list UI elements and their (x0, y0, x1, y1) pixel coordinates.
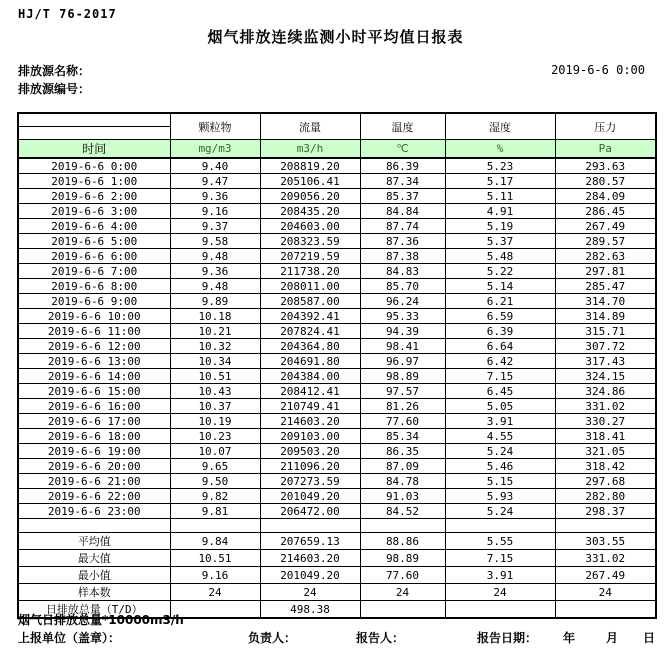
time-cell: 2019-6-6 4:00 (18, 219, 170, 234)
value-cell: 5.93 (445, 489, 555, 504)
value-cell: 6.64 (445, 339, 555, 354)
value-cell: 88.86 (360, 533, 445, 550)
value-cell: 297.81 (555, 264, 656, 279)
value-cell: 298.37 (555, 504, 656, 519)
value-cell: 9.50 (170, 474, 260, 489)
table-row (18, 294, 656, 309)
value-cell: 24 (445, 584, 555, 601)
value-cell (360, 519, 445, 533)
value-cell: 201049.20 (260, 489, 360, 504)
value-cell: 207659.13 (260, 533, 360, 550)
table-row (18, 264, 656, 279)
value-cell: 207219.59 (260, 249, 360, 264)
value-cell: 280.57 (555, 174, 656, 189)
value-cell (170, 519, 260, 533)
value-cell: 10.34 (170, 354, 260, 369)
value-cell: 9.82 (170, 489, 260, 504)
value-cell: 267.49 (555, 567, 656, 584)
value-cell: 5.48 (445, 249, 555, 264)
value-cell: 9.81 (170, 504, 260, 519)
value-cell: 24 (555, 584, 656, 601)
column-header-pm: 颗粒物 (170, 113, 260, 140)
value-cell: 10.32 (170, 339, 260, 354)
value-cell: 5.46 (445, 459, 555, 474)
value-cell (360, 601, 445, 619)
units-row (18, 140, 656, 159)
value-cell: 209056.20 (260, 189, 360, 204)
time-header: 时间 (18, 140, 170, 159)
value-cell: 5.17 (445, 174, 555, 189)
table-row (18, 414, 656, 429)
value-cell: 5.22 (445, 264, 555, 279)
value-cell: 98.89 (360, 550, 445, 567)
table-row (18, 339, 656, 354)
value-cell: 86.39 (360, 158, 445, 174)
time-cell: 2019-6-6 12:00 (18, 339, 170, 354)
value-cell: 5.11 (445, 189, 555, 204)
value-cell: 204392.41 (260, 309, 360, 324)
value-cell: 24 (260, 584, 360, 601)
table-row (18, 249, 656, 264)
value-cell (555, 519, 656, 533)
unit-temperature: ℃ (360, 140, 445, 159)
value-cell: 4.55 (445, 429, 555, 444)
summary-row (18, 567, 656, 584)
value-cell: 10.21 (170, 324, 260, 339)
time-cell: 2019-6-6 5:00 (18, 234, 170, 249)
value-cell: 96.24 (360, 294, 445, 309)
value-cell: 9.16 (170, 204, 260, 219)
value-cell: 205106.41 (260, 174, 360, 189)
time-cell: 2019-6-6 21:00 (18, 474, 170, 489)
value-cell: 207273.59 (260, 474, 360, 489)
value-cell: 24 (170, 584, 260, 601)
report-table-body (18, 113, 656, 618)
time-cell: 2019-6-6 20:00 (18, 459, 170, 474)
time-cell: 2019-6-6 8:00 (18, 279, 170, 294)
value-cell: 307.72 (555, 339, 656, 354)
value-cell: 91.03 (360, 489, 445, 504)
summary-label-cell: 最小值 (18, 567, 170, 584)
value-cell: 7.15 (445, 369, 555, 384)
value-cell: 317.43 (555, 354, 656, 369)
responsible-person-label: 负责人： (248, 631, 297, 645)
time-cell: 2019-6-6 10:00 (18, 309, 170, 324)
table-row (18, 459, 656, 474)
value-cell: 9.84 (170, 533, 260, 550)
value-cell: 10.19 (170, 414, 260, 429)
value-cell: 201049.20 (260, 567, 360, 584)
summary-label-cell: 日排放总量（T/D） (18, 601, 170, 619)
table-row (18, 189, 656, 204)
time-cell: 2019-6-6 16:00 (18, 399, 170, 414)
value-cell: 211096.20 (260, 459, 360, 474)
source-id-label: 排放源编号： (18, 82, 91, 96)
time-cell: 2019-6-6 18:00 (18, 429, 170, 444)
value-cell: 206472.00 (260, 504, 360, 519)
table-row (18, 279, 656, 294)
value-cell: 297.68 (555, 474, 656, 489)
value-cell: 9.48 (170, 249, 260, 264)
value-cell: 210749.41 (260, 399, 360, 414)
value-cell: 324.15 (555, 369, 656, 384)
time-cell: 2019-6-6 23:00 (18, 504, 170, 519)
table-row (18, 219, 656, 234)
value-cell: 10.51 (170, 369, 260, 384)
value-cell: 6.39 (445, 324, 555, 339)
value-cell: 204364.80 (260, 339, 360, 354)
time-cell: 2019-6-6 6:00 (18, 249, 170, 264)
value-cell: 330.27 (555, 414, 656, 429)
unit-flow: m3/h (260, 140, 360, 159)
value-cell: 87.36 (360, 234, 445, 249)
value-cell: 6.59 (445, 309, 555, 324)
day-label: 日 (643, 631, 656, 645)
table-row (18, 384, 656, 399)
value-cell: 5.14 (445, 279, 555, 294)
column-header-flow: 流量 (260, 113, 360, 140)
value-cell: 5.24 (445, 504, 555, 519)
value-cell (445, 519, 555, 533)
spacer-row (18, 519, 656, 533)
unit-pressure: Pa (555, 140, 656, 159)
value-cell: 6.45 (445, 384, 555, 399)
value-cell: 5.37 (445, 234, 555, 249)
value-cell: 5.55 (445, 533, 555, 550)
value-cell: 267.49 (555, 219, 656, 234)
value-cell: 96.97 (360, 354, 445, 369)
year-label: 年 (563, 631, 576, 645)
empty-cell (18, 519, 170, 533)
value-cell: 204603.00 (260, 219, 360, 234)
time-cell: 2019-6-6 15:00 (18, 384, 170, 399)
corner-cell-top (18, 113, 170, 127)
value-cell: 209103.00 (260, 429, 360, 444)
summary-label-cell: 平均值 (18, 533, 170, 550)
value-cell: 87.09 (360, 459, 445, 474)
time-cell: 2019-6-6 7:00 (18, 264, 170, 279)
summary-row (18, 550, 656, 567)
value-cell: 5.19 (445, 219, 555, 234)
value-cell: 77.60 (360, 567, 445, 584)
value-cell: 293.63 (555, 158, 656, 174)
value-cell: 284.09 (555, 189, 656, 204)
time-cell: 2019-6-6 11:00 (18, 324, 170, 339)
value-cell: 84.83 (360, 264, 445, 279)
time-cell: 2019-6-6 3:00 (18, 204, 170, 219)
value-cell: 81.26 (360, 399, 445, 414)
table-row (18, 174, 656, 189)
value-cell: 3.91 (445, 414, 555, 429)
value-cell: 87.34 (360, 174, 445, 189)
value-cell (260, 519, 360, 533)
value-cell: 318.42 (555, 459, 656, 474)
time-cell: 2019-6-6 22:00 (18, 489, 170, 504)
value-cell: 9.89 (170, 294, 260, 309)
report-datetime: 2019-6-6 0:00 (551, 63, 645, 77)
value-cell: 84.78 (360, 474, 445, 489)
value-cell: 87.74 (360, 219, 445, 234)
value-cell: 282.63 (555, 249, 656, 264)
value-cell: 286.45 (555, 204, 656, 219)
table-row (18, 234, 656, 249)
value-cell: 10.43 (170, 384, 260, 399)
reporter-label: 报告人： (356, 631, 405, 645)
table-row (18, 474, 656, 489)
source-name-label: 排放源名称： (18, 64, 91, 78)
value-cell: 498.38 (260, 601, 360, 619)
value-cell: 10.51 (170, 550, 260, 567)
report-table (17, 112, 657, 619)
value-cell: 9.48 (170, 279, 260, 294)
time-cell: 2019-6-6 1:00 (18, 174, 170, 189)
table-row (18, 309, 656, 324)
summary-row (18, 533, 656, 550)
value-cell: 4.91 (445, 204, 555, 219)
value-cell: 214603.20 (260, 550, 360, 567)
value-cell: 6.21 (445, 294, 555, 309)
header-row-top (18, 113, 656, 127)
table-row (18, 158, 656, 174)
corner-cell-bottom (18, 127, 170, 140)
value-cell: 87.38 (360, 249, 445, 264)
time-cell: 2019-6-6 14:00 (18, 369, 170, 384)
table-row (18, 369, 656, 384)
value-cell: 314.70 (555, 294, 656, 309)
value-cell: 95.33 (360, 309, 445, 324)
value-cell: 98.41 (360, 339, 445, 354)
value-cell: 9.36 (170, 189, 260, 204)
value-cell: 85.37 (360, 189, 445, 204)
value-cell: 9.16 (170, 567, 260, 584)
value-cell: 5.05 (445, 399, 555, 414)
time-cell: 2019-6-6 0:00 (18, 158, 170, 174)
value-cell: 9.47 (170, 174, 260, 189)
value-cell: 289.57 (555, 234, 656, 249)
value-cell: 204691.80 (260, 354, 360, 369)
summary-row (18, 584, 656, 601)
value-cell: 331.02 (555, 550, 656, 567)
value-cell: 324.86 (555, 384, 656, 399)
value-cell: 10.18 (170, 309, 260, 324)
time-cell: 2019-6-6 9:00 (18, 294, 170, 309)
value-cell: 303.55 (555, 533, 656, 550)
value-cell: 9.37 (170, 219, 260, 234)
standard-code: HJ/T 76-2017 (18, 7, 117, 21)
value-cell: 24 (360, 584, 445, 601)
value-cell: 208412.41 (260, 384, 360, 399)
time-cell: 2019-6-6 17:00 (18, 414, 170, 429)
table-row (18, 489, 656, 504)
value-cell: 5.23 (445, 158, 555, 174)
value-cell: 208435.20 (260, 204, 360, 219)
value-cell: 214603.20 (260, 414, 360, 429)
table-row (18, 354, 656, 369)
value-cell: 10.37 (170, 399, 260, 414)
month-label: 月 (606, 631, 619, 645)
value-cell: 85.70 (360, 279, 445, 294)
value-cell: 208587.00 (260, 294, 360, 309)
value-cell: 85.34 (360, 429, 445, 444)
value-cell: 208819.20 (260, 158, 360, 174)
value-cell: 6.42 (445, 354, 555, 369)
daily-total-note: 烟气日排放总量*10000m3/h (18, 613, 184, 627)
value-cell: 285.47 (555, 279, 656, 294)
value-cell: 204384.00 (260, 369, 360, 384)
table-row (18, 504, 656, 519)
value-cell: 94.39 (360, 324, 445, 339)
summary-label-cell: 最大值 (18, 550, 170, 567)
value-cell: 331.02 (555, 399, 656, 414)
value-cell: 207824.41 (260, 324, 360, 339)
value-cell: 86.35 (360, 444, 445, 459)
table-row (18, 429, 656, 444)
value-cell: 9.58 (170, 234, 260, 249)
value-cell: 315.71 (555, 324, 656, 339)
unit-humidity: % (445, 140, 555, 159)
value-cell: 97.57 (360, 384, 445, 399)
value-cell: 5.15 (445, 474, 555, 489)
value-cell: 84.52 (360, 504, 445, 519)
value-cell: 10.23 (170, 429, 260, 444)
table-row (18, 324, 656, 339)
value-cell: 77.60 (360, 414, 445, 429)
time-cell: 2019-6-6 19:00 (18, 444, 170, 459)
summary-label-cell: 样本数 (18, 584, 170, 601)
value-cell: 9.36 (170, 264, 260, 279)
value-cell: 9.40 (170, 158, 260, 174)
value-cell: 208011.00 (260, 279, 360, 294)
table-row (18, 444, 656, 459)
value-cell (555, 601, 656, 619)
report-unit-label: 上报单位（盖章）： (18, 631, 121, 645)
column-header-temperature: 温度 (360, 113, 445, 140)
value-cell: 9.65 (170, 459, 260, 474)
value-cell: 84.84 (360, 204, 445, 219)
time-cell: 2019-6-6 13:00 (18, 354, 170, 369)
value-cell (445, 601, 555, 619)
column-header-humidity: 湿度 (445, 113, 555, 140)
value-cell: 208323.59 (260, 234, 360, 249)
table-row (18, 399, 656, 414)
value-cell: 209503.20 (260, 444, 360, 459)
value-cell: 98.89 (360, 369, 445, 384)
time-cell: 2019-6-6 2:00 (18, 189, 170, 204)
unit-pm: mg/m3 (170, 140, 260, 159)
value-cell: 211738.20 (260, 264, 360, 279)
value-cell: 318.41 (555, 429, 656, 444)
value-cell: 282.80 (555, 489, 656, 504)
value-cell: 7.15 (445, 550, 555, 567)
value-cell: 5.24 (445, 444, 555, 459)
value-cell: 321.05 (555, 444, 656, 459)
value-cell: 314.89 (555, 309, 656, 324)
page-title: 烟气排放连续监测小时平均值日报表 (207, 28, 464, 46)
report-date-label: 报告日期： (477, 631, 538, 645)
column-header-pressure: 压力 (555, 113, 656, 140)
value-cell: 10.07 (170, 444, 260, 459)
value-cell: 3.91 (445, 567, 555, 584)
table-row (18, 204, 656, 219)
